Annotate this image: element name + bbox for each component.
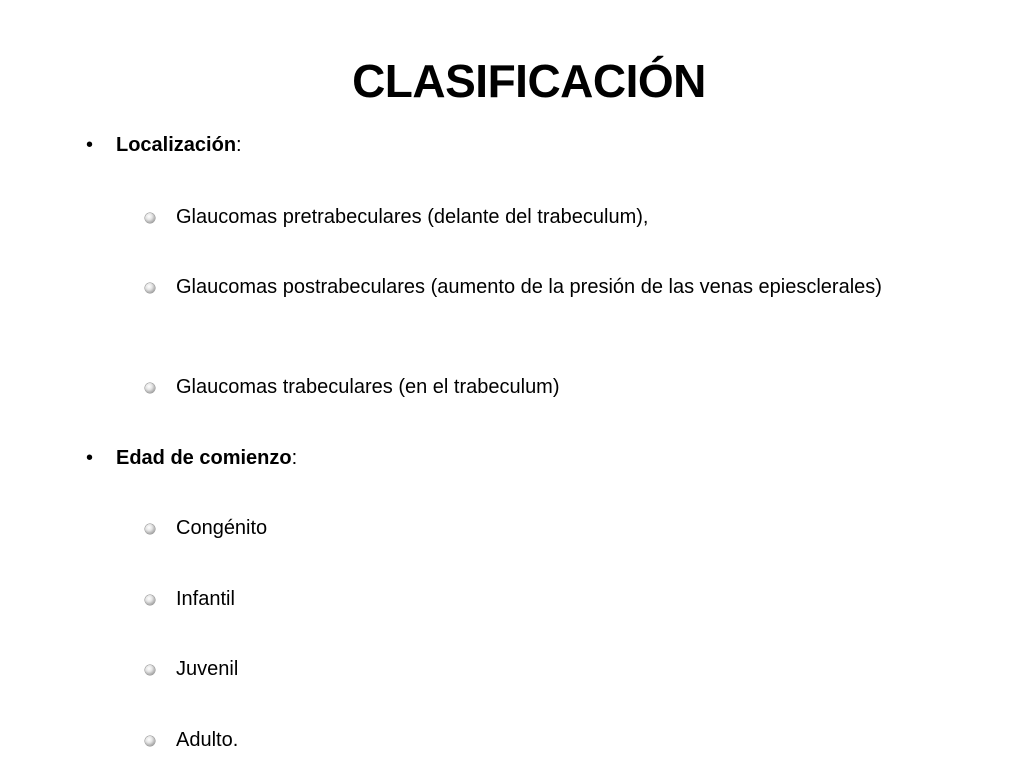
sub-bullet-dot bbox=[145, 524, 155, 534]
bullet-text bbox=[116, 132, 242, 158]
bullet-glyph: • bbox=[86, 134, 94, 156]
sub-item-text: Glaucomas pretrabeculares (delante del trabeculum), bbox=[176, 206, 649, 228]
bullet-heading: Localización bbox=[116, 134, 237, 156]
sub-item-text: Infantil bbox=[176, 588, 235, 610]
sub-bullet-dot bbox=[145, 736, 155, 746]
sub-item-text: Glaucomas postrabeculares (aumento de la presión de las venas epiesclerales) bbox=[176, 276, 882, 298]
slide-title: CLASIFICACIÓN bbox=[352, 55, 706, 107]
bullet-glyph: • bbox=[86, 447, 94, 469]
bullet-colon: : bbox=[236, 134, 242, 156]
sub-bullet-dot bbox=[145, 213, 155, 223]
sub-bullet-dot bbox=[145, 283, 155, 293]
sub-bullet-dot bbox=[145, 595, 155, 605]
bullet-text bbox=[116, 445, 297, 471]
sub-item-text: Adulto. bbox=[176, 729, 239, 751]
sub-item-text: Congénito bbox=[176, 517, 268, 539]
sub-item-text: Juvenil bbox=[176, 658, 239, 680]
bullet-heading: Edad de comienzo bbox=[116, 447, 292, 469]
sub-item-text: Glaucomas trabeculares (en el trabeculum) bbox=[176, 376, 560, 398]
sub-bullet-dot bbox=[145, 383, 155, 393]
bullet-colon: : bbox=[291, 447, 298, 469]
sub-bullet-dot bbox=[145, 665, 155, 675]
